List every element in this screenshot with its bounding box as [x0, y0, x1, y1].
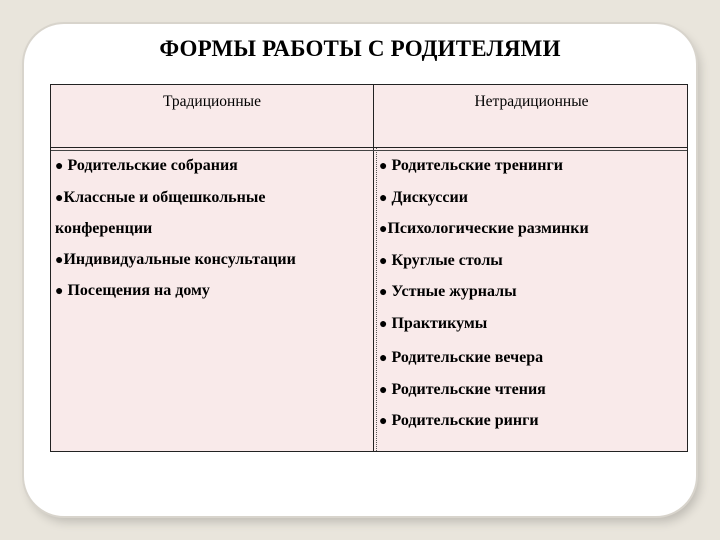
bullet-icon: ● [55, 252, 64, 268]
list-item: ● Родительские тренинги [379, 157, 563, 174]
traditional-list [55, 151, 371, 308]
bullet-icon: ● [379, 316, 388, 332]
list-item: ●Классные и общешкольные [55, 188, 266, 206]
list-item: ● Родительские собрания [55, 157, 238, 174]
list-item: ● Круглые столы [379, 251, 503, 269]
bullet-icon: ● [379, 351, 388, 366]
list-item: ●Психологические разминки [379, 220, 589, 237]
bullet-icon: ● [379, 285, 388, 300]
list-item: ●Индивидуальные консультации [55, 250, 296, 268]
forms-table [50, 84, 688, 452]
list-item: ● Дискуссии [379, 188, 468, 206]
bullet-icon: ● [379, 222, 388, 237]
bullet-icon: ● [379, 382, 388, 398]
list-item: ● Устные журналы [379, 283, 517, 300]
list-item: ● Родительские чтения [379, 380, 546, 398]
header-divider [51, 147, 687, 148]
column-divider [373, 85, 374, 451]
column-divider-dotted [376, 147, 377, 451]
nontraditional-list [379, 151, 685, 438]
list-item: ● Родительские ринги [379, 412, 539, 429]
list-item: ● Практикумы [379, 314, 488, 332]
list-item: ● Посещения на дому [55, 282, 210, 299]
bullet-icon: ● [379, 159, 388, 174]
list-item-continuation: конференции [55, 220, 153, 237]
bullet-icon: ● [55, 159, 64, 174]
bullet-icon: ● [379, 253, 388, 269]
bullet-icon: ● [379, 414, 388, 429]
header-nontraditional: Нетрадиционные [474, 93, 589, 110]
bullet-icon: ● [55, 190, 64, 206]
bullet-icon: ● [55, 284, 64, 299]
page-title: ФОРМЫ РАБОТЫ С РОДИТЕЛЯМИ [159, 36, 561, 61]
list-item: ● Родительские вечера [379, 349, 544, 366]
header-traditional: Традиционные [163, 93, 261, 110]
bullet-icon: ● [379, 190, 388, 206]
